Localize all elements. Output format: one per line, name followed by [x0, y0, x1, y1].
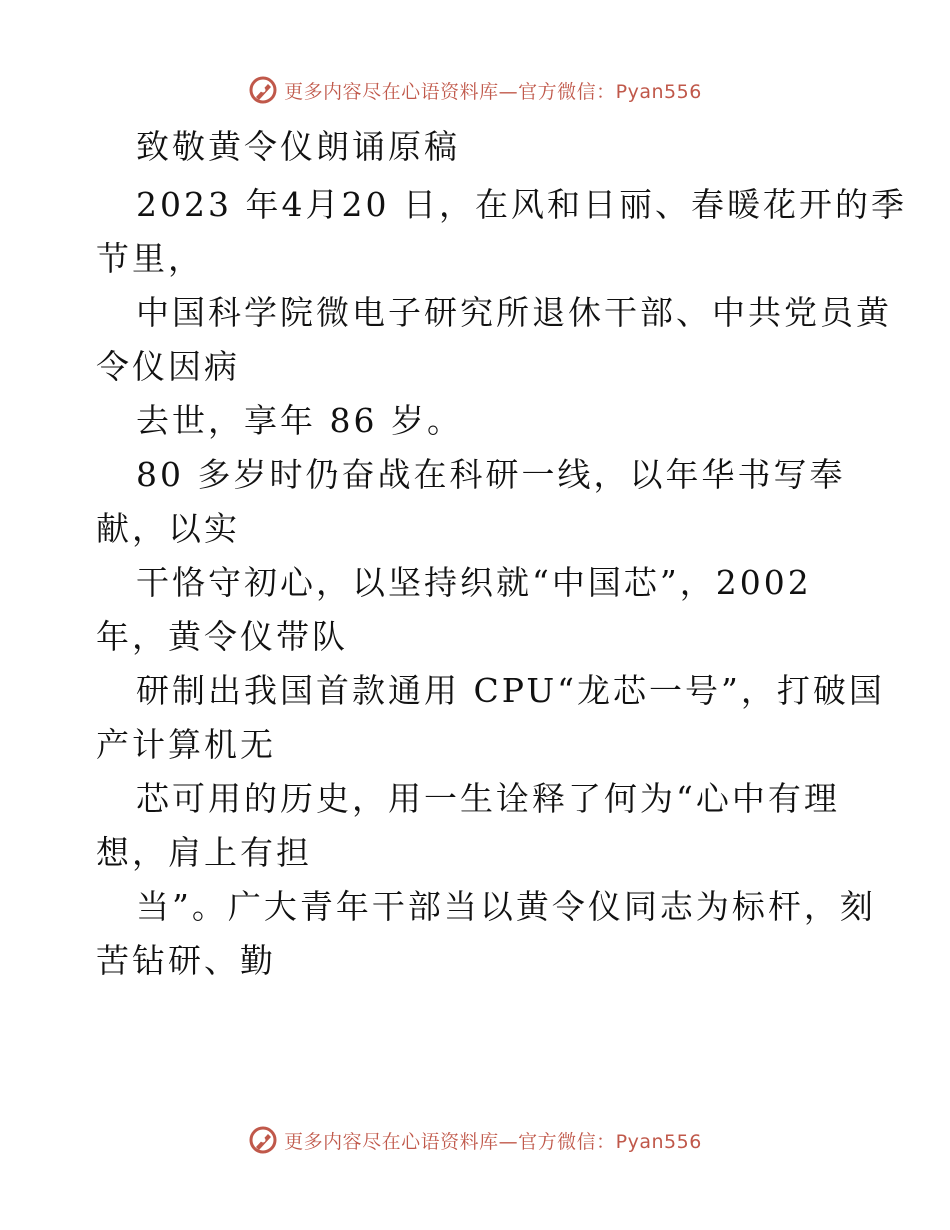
footer-watermark [0, 1120, 950, 1160]
paragraph-line: 芯可用的历史，用一生诠释了何为“心中有理 [136, 779, 840, 818]
document-body [96, 120, 907, 988]
paragraph-line: 80 多岁时仍奋战在科研一线，以年华书写奉 [136, 455, 846, 494]
paragraph-line: 干恪守初心，以坚持织就“中国芯”，2002 [136, 563, 812, 602]
pen-circle-logo-icon [248, 75, 278, 105]
document-title: 致敬黄令仪朗诵原稿 [136, 127, 460, 166]
paragraph-line: 研制出我国首款通用 CPU“龙芯一号”，打破国 [136, 671, 885, 710]
paragraph-line: 去世，享年 86 岁。 [136, 401, 463, 440]
paragraph-line: 当”。广大青年干部当以黄令仪同志为标杆，刻 [136, 887, 876, 926]
paragraph-line: 献，以实 [96, 509, 240, 548]
pen-circle-logo-icon [248, 1125, 278, 1155]
paragraph-line: 产计算机无 [96, 725, 276, 764]
paragraph-line: 年，黄令仪带队 [96, 617, 348, 656]
paragraph-line: 节里， [96, 239, 204, 278]
paragraph-line: 2023 年4月20 日，在风和日丽、春暖花开的季 [136, 185, 907, 224]
watermark-text: 更多内容尽在心语资料库—官方微信：Pyan556 [284, 1130, 702, 1153]
paragraph-line: 苦钻研、勤 [96, 941, 276, 980]
paragraph-line: 想，肩上有担 [96, 833, 312, 872]
watermark-text: 更多内容尽在心语资料库—官方微信：Pyan556 [284, 80, 702, 103]
paragraph-line: 令仪因病 [96, 347, 240, 386]
paragraph-line: 中国科学院微电子研究所退休干部、中共党员黄 [136, 293, 892, 332]
header-watermark [0, 70, 950, 110]
